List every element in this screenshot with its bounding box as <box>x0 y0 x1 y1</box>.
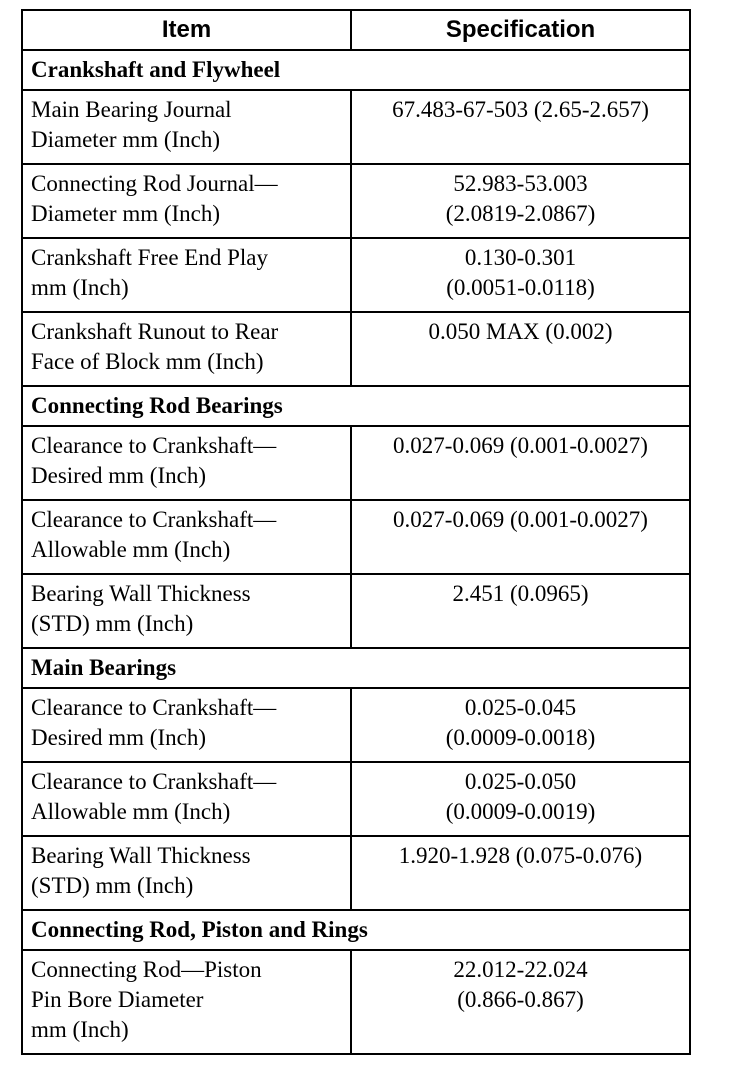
specification-cell <box>351 574 690 648</box>
specification-text-line: (0.0009-0.0019) <box>445 799 596 824</box>
item-cell <box>22 426 351 500</box>
section-title: Main Bearings <box>22 648 690 688</box>
table-row <box>22 500 690 574</box>
item-cell <box>22 688 351 762</box>
item-text-line: (STD) mm (Inch) <box>31 611 194 636</box>
item-text-line: Diameter mm (Inch) <box>31 201 221 226</box>
section-title: Connecting Rod, Piston and Rings <box>22 910 690 950</box>
item-cell <box>22 836 351 910</box>
item-text-line: Main Bearing Journal <box>31 97 232 122</box>
item-cell <box>22 762 351 836</box>
table-row <box>22 426 690 500</box>
item-text-line: Bearing Wall Thickness <box>31 581 251 606</box>
specification-cell <box>351 836 690 910</box>
item-text-line: mm (Inch) <box>31 275 129 300</box>
item-text-line: Allowable mm (Inch) <box>31 799 231 824</box>
item-cell <box>22 574 351 648</box>
table-row <box>22 762 690 836</box>
item-text-line: Crankshaft Runout to Rear <box>31 319 279 344</box>
item-text-line: Diameter mm (Inch) <box>31 127 221 152</box>
specification-text-line: 52.983-53.003 <box>453 171 588 196</box>
section-header-row <box>22 648 690 688</box>
item-cell <box>22 500 351 574</box>
item-text-line: Clearance to Crankshaft— <box>31 433 277 458</box>
specification-text-line: 0.027-0.069 (0.001-0.0027) <box>393 507 648 532</box>
item-text-line: Face of Block mm (Inch) <box>31 349 264 374</box>
item-text-line: Clearance to Crankshaft— <box>31 769 277 794</box>
item-text-line: (STD) mm (Inch) <box>31 873 194 898</box>
specification-column-header: Specification <box>351 10 690 50</box>
specification-cell <box>351 762 690 836</box>
specification-text-line: (0.0051-0.0118) <box>446 275 595 300</box>
specification-cell <box>351 312 690 386</box>
table-row <box>22 688 690 762</box>
item-text-line: Clearance to Crankshaft— <box>31 695 277 720</box>
specification-text-line: 0.130-0.301 <box>464 245 577 270</box>
item-cell <box>22 312 351 386</box>
item-cell <box>22 238 351 312</box>
table-row <box>22 312 690 386</box>
specification-text-line: (2.0819-2.0867) <box>445 201 596 226</box>
specification-text-line: 67.483-67-503 (2.65-2.657) <box>392 97 649 122</box>
item-cell <box>22 950 351 1054</box>
item-text-line: Crankshaft Free End Play <box>31 245 268 270</box>
item-text-line: Allowable mm (Inch) <box>31 537 231 562</box>
item-text-line: Pin Bore Diameter <box>31 987 204 1012</box>
item-text-line: Bearing Wall Thickness <box>31 843 251 868</box>
header-row <box>22 10 690 50</box>
specification-text-line: 0.050 MAX (0.002) <box>428 319 613 344</box>
table-row <box>22 836 690 910</box>
specification-text-line: 2.451 (0.0965) <box>452 581 589 606</box>
item-column-header: Item <box>22 10 351 50</box>
specification-text-line: 22.012-22.024 <box>453 957 588 982</box>
specification-cell <box>351 426 690 500</box>
table-row <box>22 574 690 648</box>
section-header-row <box>22 910 690 950</box>
item-text-line: Desired mm (Inch) <box>31 725 206 750</box>
specification-text-line: (0.866-0.867) <box>457 987 584 1012</box>
section-title: Connecting Rod Bearings <box>22 386 690 426</box>
specification-cell <box>351 164 690 238</box>
specification-text-line: 0.025-0.050 <box>464 769 577 794</box>
specification-cell <box>351 950 690 1054</box>
specification-cell <box>351 688 690 762</box>
item-text-line: mm (Inch) <box>31 1017 129 1042</box>
item-text-line: Clearance to Crankshaft— <box>31 507 277 532</box>
item-cell <box>22 90 351 164</box>
table-row <box>22 164 690 238</box>
specification-text-line: 0.025-0.045 <box>464 695 577 720</box>
item-text-line: Desired mm (Inch) <box>31 463 206 488</box>
table-body <box>22 50 690 1054</box>
table-row <box>22 238 690 312</box>
specification-table <box>21 9 691 1055</box>
section-header-row <box>22 50 690 90</box>
specification-cell <box>351 500 690 574</box>
specification-text-line: (0.0009-0.0018) <box>445 725 596 750</box>
table-row <box>22 90 690 164</box>
specification-cell <box>351 90 690 164</box>
item-text-line: Connecting Rod—Piston <box>31 957 262 982</box>
item-cell <box>22 164 351 238</box>
section-title: Crankshaft and Flywheel <box>22 50 690 90</box>
item-text-line: Connecting Rod Journal— <box>31 171 278 196</box>
specification-text-line: 1.920-1.928 (0.075-0.076) <box>398 843 643 868</box>
table-row <box>22 950 690 1054</box>
specification-text-line: 0.027-0.069 (0.001-0.0027) <box>393 433 648 458</box>
section-header-row <box>22 386 690 426</box>
specification-cell <box>351 238 690 312</box>
